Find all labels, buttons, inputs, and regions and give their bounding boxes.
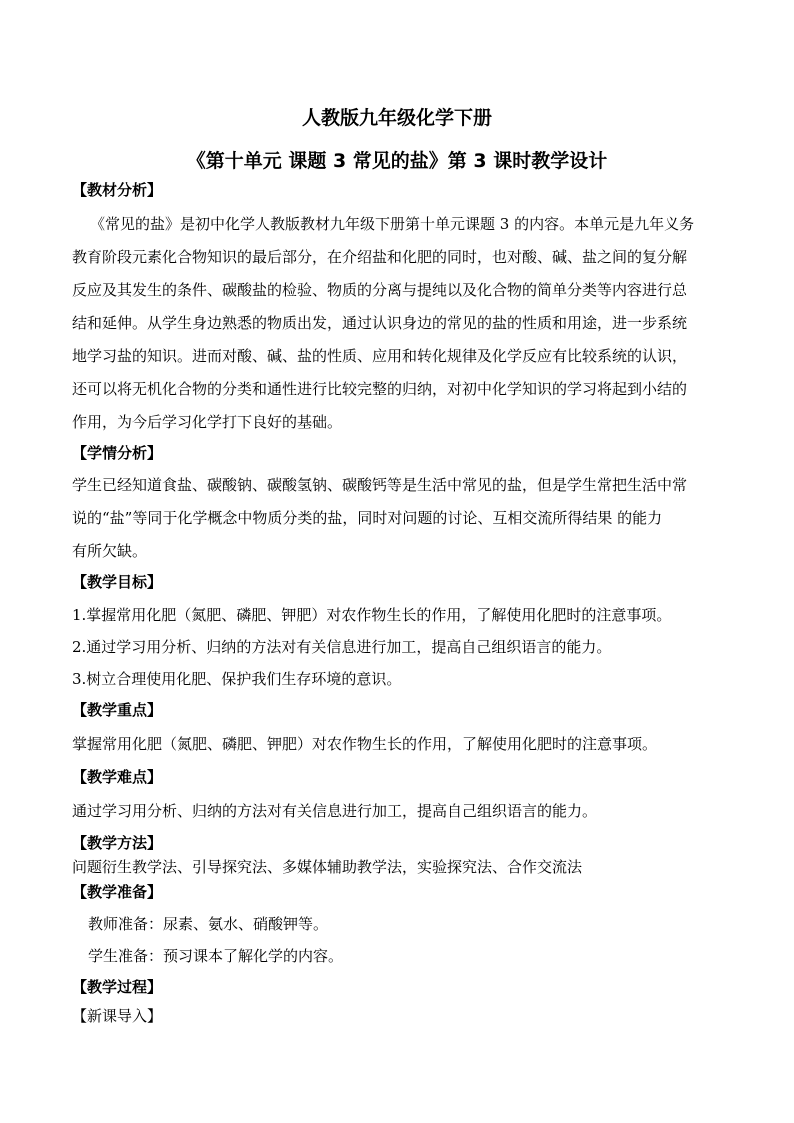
section-heading-key-points: 【教学重点】 bbox=[72, 701, 163, 719]
paragraph-line: 地学习盐的知识。进而对酸、碱、盐的性质、应用和转化规律及化学反应有比较系统的认识， bbox=[72, 347, 688, 365]
student-preparation: 学生准备：预习课本了解化学的内容。 bbox=[88, 947, 344, 965]
paragraph-line: 有所欠缺。 bbox=[72, 542, 148, 560]
paragraph-line: 还可以将无机化合物的分类和通性进行比较完整的归纳，对初中化学知识的学习将起到小结的 bbox=[72, 380, 688, 398]
section-heading-material-analysis: 【教材分析】 bbox=[72, 181, 163, 199]
key-points-text: 掌握常用化肥（氮肥、磷肥、钾肥）对农作物生长的作用，了解使用化肥时的注意事项。 bbox=[72, 735, 658, 753]
document-subtitle: 《第十单元 课题 3 常见的盐》第 3 课时教学设计 bbox=[186, 150, 608, 172]
document-title: 人教版九年级化学下册 bbox=[301, 107, 492, 129]
paragraph-line: 说的“盐”等同于化学概念中物质分类的盐，同时对问题的讨论、互相交流所得结果 的能力 bbox=[72, 509, 663, 527]
paragraph-line: 结和延伸。从学生身边熟悉的物质出发，通过认识身边的常见的盐的性质和用途，进一步系统 bbox=[72, 314, 688, 332]
objective-item: 1.掌握常用化肥（氮肥、磷肥、钾肥）对农作物生长的作用，了解使用化肥时的注意事项。 bbox=[72, 606, 672, 624]
methods-text: 问题衍生教学法、引导探究法、多媒体辅助教学法，实验探究法、合作交流法 bbox=[72, 858, 583, 876]
paragraph-line: 《常见的盐》是初中化学人教版教材九年级下册第十单元课题 3 的内容。本单元是九年义务 bbox=[90, 215, 695, 233]
section-heading-process: 【教学过程】 bbox=[72, 978, 163, 996]
paragraph-line: 学生已经知道食盐、碳酸钠、碳酸氢钠、碳酸钙等是生活中常见的盐，但是学生常把生活中常 bbox=[72, 476, 688, 494]
section-heading-student-analysis: 【学情分析】 bbox=[72, 444, 163, 462]
section-heading-intro: 【新课导入】 bbox=[72, 1007, 163, 1025]
difficulties-text: 通过学习用分析、归纳的方法对有关信息进行加工，提高自己组织语言的能力。 bbox=[72, 802, 598, 820]
section-heading-preparation: 【教学准备】 bbox=[72, 883, 163, 901]
objective-item: 3.树立合理使用化肥、保护我们生存环境的意识。 bbox=[72, 670, 402, 688]
paragraph-line: 反应及其发生的条件、碳酸盐的检验、物质的分离与提纯以及化合物的简单分类等内容进行总 bbox=[72, 281, 688, 299]
section-heading-methods: 【教学方法】 bbox=[72, 834, 163, 852]
section-heading-difficulties: 【教学难点】 bbox=[72, 768, 163, 786]
objective-item: 2.通过学习用分析、归纳的方法对有关信息进行加工，提高自己组织语言的能力。 bbox=[72, 638, 612, 656]
section-heading-objectives: 【教学目标】 bbox=[72, 573, 163, 591]
paragraph-line: 教育阶段元素化合物知识的最后部分，在介绍盐和化肥的同时，也对酸、碱、盐之间的复分解 bbox=[72, 248, 688, 266]
teacher-preparation: 教师准备：尿素、氨水、硝酸钾等。 bbox=[88, 915, 329, 933]
paragraph-line: 作用，为今后学习化学打下良好的基础。 bbox=[72, 413, 343, 431]
